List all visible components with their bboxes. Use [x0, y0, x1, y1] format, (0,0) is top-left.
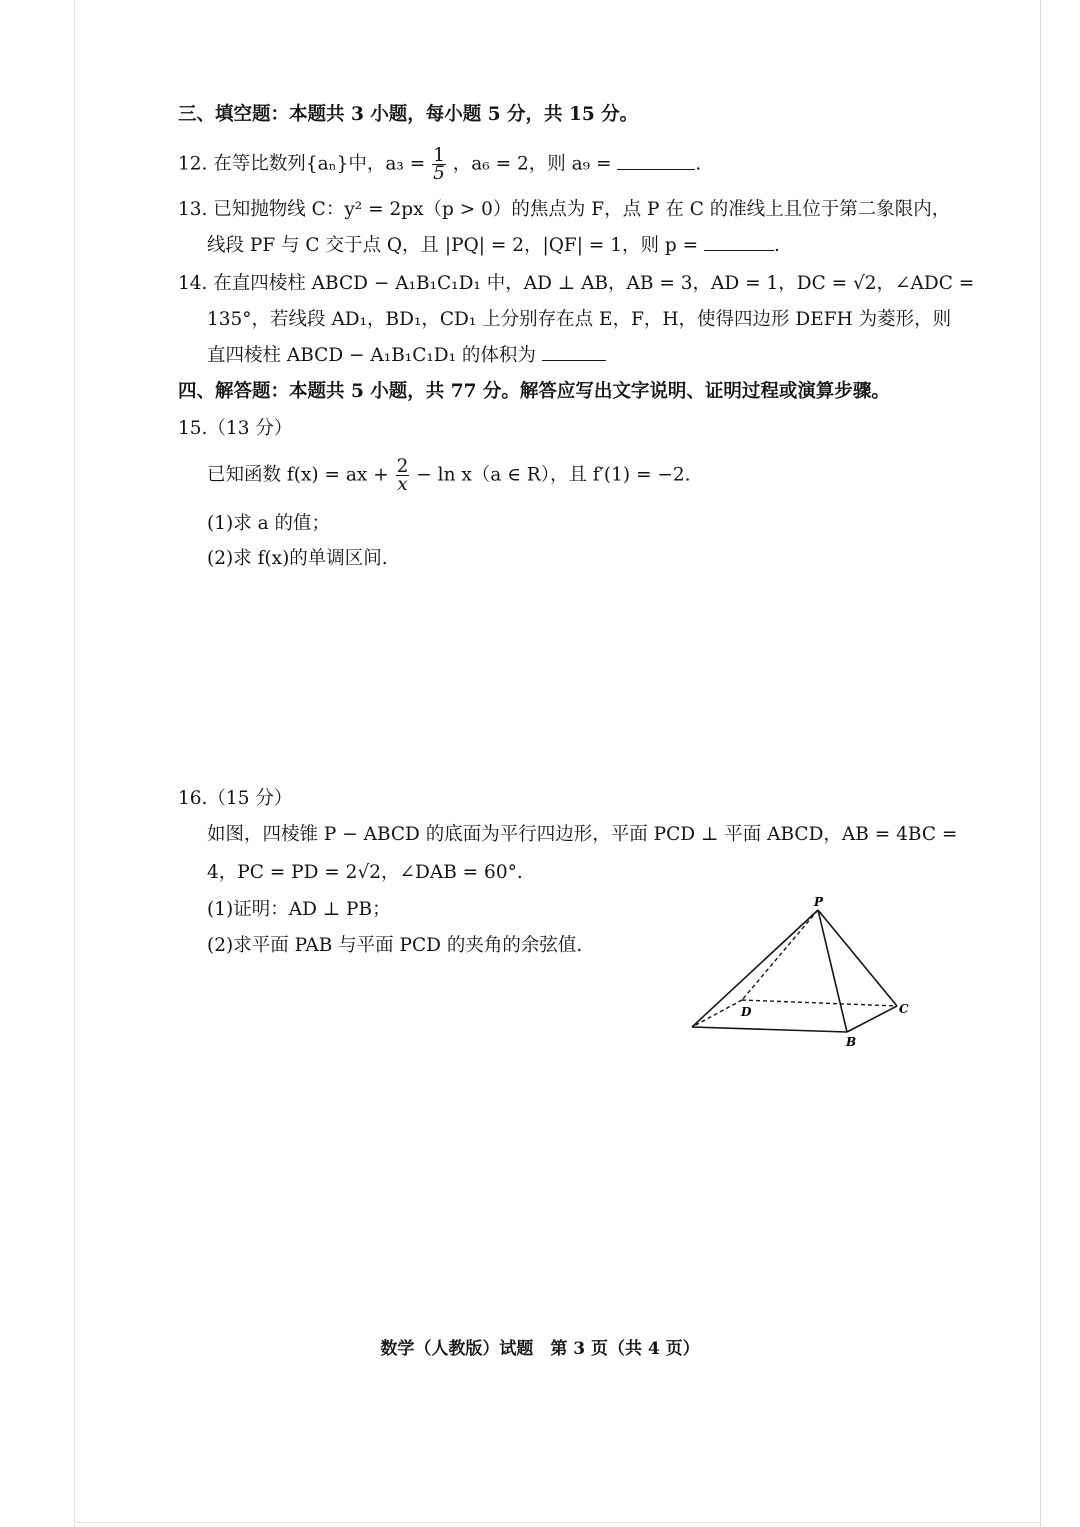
- question-16-line-2: 4，PC = PD = 2√2，∠DAB = 60°.: [207, 862, 523, 883]
- q12-frac-numerator: 1: [433, 145, 445, 166]
- q12-text-post: ，a₆ = 2，则 a₉ =: [452, 153, 612, 175]
- q15-fraction: [396, 458, 410, 493]
- question-16-header: 16.（15 分）: [178, 788, 293, 809]
- q12-frac-denominator: 5: [433, 163, 445, 184]
- q14-line-3-text: 直四棱柱 ABCD − A₁B₁C₁D₁ 的体积为: [207, 345, 536, 366]
- q15-frac-denominator: x: [397, 474, 408, 495]
- page-edge-right: [1040, 0, 1041, 1527]
- q12-text-pre: 12. 在等比数列{aₙ}中，a₃ =: [178, 153, 426, 175]
- page-edge-bottom: [74, 1522, 1041, 1523]
- q15-stem-post: − ln x（a ∈ R），且 f′(1) = −2.: [416, 464, 691, 486]
- q14-answer-blank[interactable]: [542, 342, 606, 361]
- edge-PA: [692, 910, 818, 1027]
- label-P: P: [814, 895, 824, 909]
- q12-answer-blank[interactable]: [617, 151, 695, 170]
- section-4-heading: 四、解答题：本题共 5 小题，共 77 分。解答应写出文字说明、证明过程或演算步骤。: [178, 381, 890, 402]
- question-15-part-1: (1)求 a 的值；: [207, 513, 330, 534]
- edge-BC: [847, 1006, 897, 1032]
- section-3-heading: 三、填空题：本题共 3 小题，每小题 5 分，共 15 分。: [178, 104, 639, 125]
- question-15-header: 15.（13 分）: [178, 418, 293, 439]
- label-C: C: [899, 1002, 909, 1016]
- label-D: D: [741, 1005, 752, 1019]
- question-16-part-1: (1)证明：AD ⊥ PB；: [207, 899, 391, 920]
- q13-end: .: [774, 235, 780, 256]
- q13-line-2-text: 线段 PF 与 C 交于点 Q，且 |PQ| = 2，|QF| = 1，则 p =: [207, 235, 699, 256]
- edge-DC-hidden: [742, 1000, 897, 1006]
- q12-end: .: [695, 153, 702, 175]
- pyramid-figure: [680, 895, 930, 1055]
- question-13-line-2: [207, 232, 930, 260]
- question-14-line-1: 14. 在直四棱柱 ABCD − A₁B₁C₁D₁ 中，AD ⊥ AB，AB = 3，AD = 1，DC = √2，∠ADC =: [178, 273, 975, 294]
- label-B: B: [846, 1035, 857, 1049]
- edge-PD-hidden: [742, 910, 818, 1000]
- question-14-line-3: [207, 342, 930, 370]
- question-14-line-2: 135°，若线段 AD₁，BD₁，CD₁ 上分别存在点 E，F，H，使得四边形 DEFH 为菱形，则: [207, 309, 952, 330]
- q15-stem-pre: 已知函数 f(x) = ax +: [207, 464, 389, 486]
- edge-AB: [692, 1027, 847, 1032]
- question-16-line-1: 如图，四棱锥 P − ABCD 的底面为平行四边形，平面 PCD ⊥ 平面 ABCD，AB = 4BC =: [207, 824, 958, 845]
- question-13-line-1: 13. 已知抛物线 C：y² = 2px（p > 0）的焦点为 F，点 P 在 C 的准线上且位于第二象限内，: [178, 199, 951, 220]
- question-16-part-2: (2)求平面 PAB 与平面 PCD 的夹角的余弦值.: [207, 935, 583, 956]
- page-footer: 数学（人教版）试题 第 3 页（共 4 页）: [380, 1339, 700, 1359]
- q13-answer-blank[interactable]: [704, 232, 774, 251]
- question-15-stem: [207, 458, 930, 493]
- q15-frac-numerator: 2: [396, 456, 409, 477]
- q12-fraction: [432, 147, 446, 182]
- question-15-part-2: (2)求 f(x)的单调区间.: [207, 548, 388, 569]
- page-edge-left: [74, 0, 75, 1527]
- question-12: [178, 147, 930, 182]
